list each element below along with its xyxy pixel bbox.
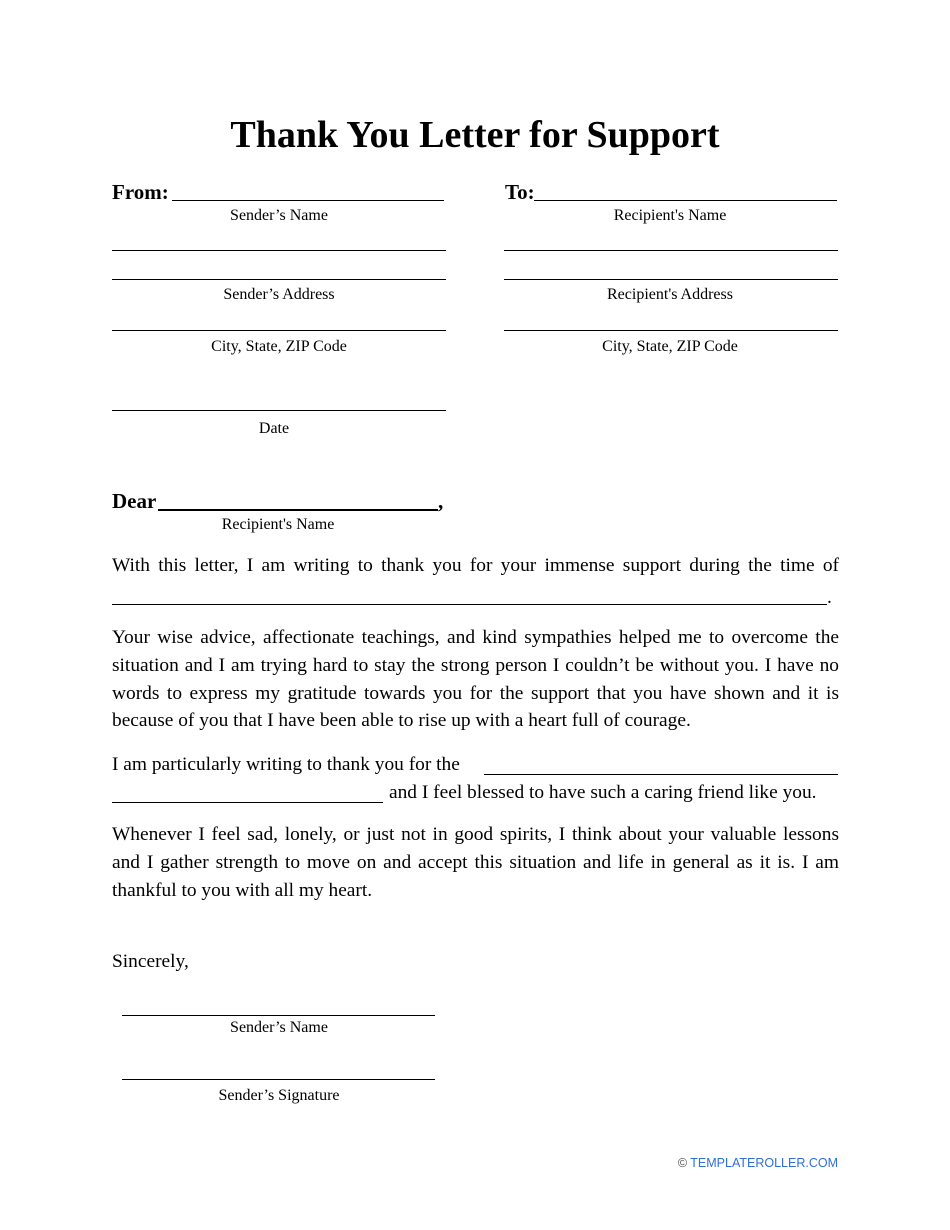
signature-field[interactable] [122, 1079, 435, 1080]
salutation-caption: Recipient's Name [221, 516, 335, 533]
salutation-comma: , [438, 489, 444, 513]
recipient-address-caption: Recipient's Address [607, 286, 733, 303]
paragraph-4: Whenever I feel sad, lonely, or just not in good spirits, I think about your valuable lessons and I gather strength to move on and accept this situation and life in general as it is. I am thankful to you with all my heart. [112, 824, 839, 901]
footer [678, 1155, 838, 1171]
thank-for-field-2[interactable] [112, 802, 383, 803]
paragraph-3-end: and I feel blessed to have such a caring friend like you. [389, 782, 817, 803]
sender-city-caption: City, State, ZIP Code [211, 338, 347, 355]
closing-name-caption: Sender’s Name [230, 1019, 328, 1036]
salutation-name-field[interactable] [158, 509, 438, 511]
closing-text: Sincerely, [112, 951, 189, 972]
copyright-symbol: © [677, 1156, 688, 1170]
recipient-name-field[interactable] [534, 200, 837, 201]
recipient-name-caption: Recipient's Name [613, 207, 727, 224]
recipient-address-line-2[interactable] [504, 279, 838, 280]
from-label: From: [112, 180, 169, 204]
page-title: Thank You Letter for Support [230, 114, 720, 156]
closing-name-field[interactable] [122, 1015, 435, 1016]
sender-city-field[interactable] [112, 330, 446, 331]
paragraph-1-period: . [827, 587, 832, 608]
date-field[interactable] [112, 410, 446, 411]
salutation-label: Dear [112, 489, 157, 513]
thank-for-field-1[interactable] [484, 774, 838, 775]
sender-name-caption: Sender’s Name [230, 207, 328, 224]
recipient-address-line-1[interactable] [504, 250, 838, 251]
recipient-city-field[interactable] [504, 330, 838, 331]
support-time-field[interactable] [112, 604, 827, 605]
paragraph-1: With this letter, I am writing to thank you for your immense support during the time of [112, 555, 839, 576]
paragraph-2: Your wise advice, affectionate teachings, and kind sympathies helped me to overcome the situation and I am trying hard to stay the strong person I couldn’t be without you. I have no words to express my gratitude towards you for the support that you have shown and it is because of you that I have been able to rise up with a heart full of courage. [112, 627, 839, 732]
date-caption: Date [258, 420, 290, 437]
paragraph-3-start: I am particularly writing to thank you for the [112, 754, 460, 775]
sender-address-line-2[interactable] [112, 279, 446, 280]
templateroller-link[interactable]: TEMPLATEROLLER.COM [690, 1156, 838, 1170]
signature-caption: Sender’s Signature [218, 1087, 340, 1104]
sender-address-line-1[interactable] [112, 250, 446, 251]
sender-name-field[interactable] [172, 200, 444, 201]
to-label: To: [505, 180, 535, 204]
recipient-city-caption: City, State, ZIP Code [602, 338, 738, 355]
sender-address-caption: Sender’s Address [223, 286, 335, 303]
